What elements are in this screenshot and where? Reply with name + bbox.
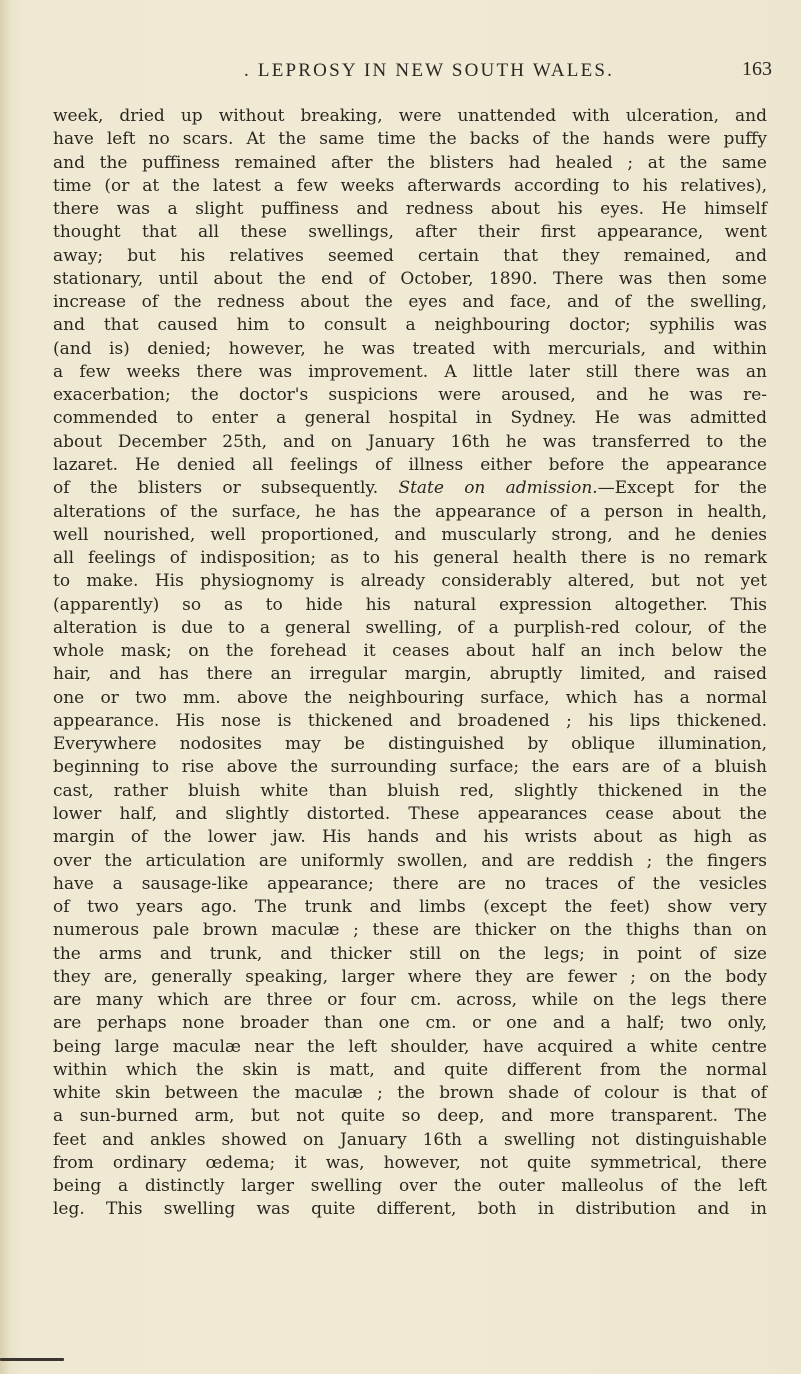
page-bottom-mark [0,1358,64,1361]
text-line: increase of the redness about the eyes and face, and of the swelling, [53,292,767,313]
text-line: are perhaps none broader than one cm. or one and a half; two only, [53,1013,767,1034]
text-line: margin of the lower jaw. His hands and his wrists about as high as [53,827,767,848]
running-title: . LEPROSY IN NEW SOUTH WALES. [244,60,615,81]
text-line: time (or at the latest a few weeks afterwards according to his relatives), [53,175,767,196]
text-line: a few weeks there was improvement. A little later still there was an [53,361,767,382]
text-line: thought that all these swellings, after their first appearance, went [53,222,767,243]
text-line: leg. This swelling was quite different, both in distribution and in [53,1199,767,1220]
text-line: from ordinary œdema; it was, however, not quite symmetrical, there [53,1152,767,1173]
text-line: white skin between the maculæ ; the brown shade of colour is that of [53,1083,767,1104]
body-text [53,105,767,1222]
page-gutter-shadow [0,0,10,1374]
text-line: away; but his relatives seemed certain that they remained, and [53,245,767,266]
text-line: well nourished, well proportioned, and muscularly strong, and he denies [53,524,767,545]
text-line: they are, generally speaking, larger where they are fewer ; on the body [53,966,767,987]
text-line: over the articulation are uniformly swollen, and are reddish ; the fingers [53,850,767,871]
text-line: about December 25th, and on January 16th he was transferred to the [53,431,767,452]
text-line: (and is) denied; however, he was treated with mercurials, and within [53,338,767,359]
text-line: of the blisters or subsequently. State on admission.—Except for the [53,478,767,499]
text-line: all feelings of indisposition; as to his general health there is no remark [53,548,767,569]
text-line: have a sausage-like appearance; there are no traces of the vesicles [53,873,767,894]
text-line: numerous pale brown maculæ ; these are thicker on the thighs than on [53,920,767,941]
text-line: a sun-burned arm, but not quite so deep, and more transparent. The [53,1106,767,1127]
page-number: 163 [742,58,772,80]
text-line: lazaret. He denied all feelings of illness either before the appearance [53,454,767,475]
italic-heading: State on admission. [398,478,598,499]
text-line: have left no scars. At the same time the backs of the hands were puffy [53,129,767,150]
text-line: appearance. His nose is thickened and broadened ; his lips thickened. [53,710,767,731]
text-line: (apparently) so as to hide his natural expression altogether. This [53,594,767,615]
text-line: being a distinctly larger swelling over the outer malleolus of the left [53,1176,767,1197]
text-line: feet and ankles showed on January 16th a swelling not distinguishable [53,1129,767,1150]
text-line: stationary, until about the end of October, 1890. There was then some [53,268,767,289]
text-line: within which the skin is matt, and quite different from the normal [53,1059,767,1080]
text-line: are many which are three or four cm. across, while on the legs there [53,990,767,1011]
text-line: whole mask; on the forehead it ceases about half an inch below the [53,641,767,662]
text-line: beginning to rise above the surrounding surface; the ears are of a bluish [53,757,767,778]
text-line: one or two mm. above the neighbouring surface, which has a normal [53,687,767,708]
text-line: being large maculæ near the left shoulder, have acquired a white centre [53,1036,767,1057]
text-line: alteration is due to a general swelling, of a purplish-red colour, of the [53,617,767,638]
text-line: alterations of the surface, he has the appearance of a person in health, [53,501,767,522]
text-line: week, dried up without breaking, were unattended with ulceration, and [53,106,767,126]
text-line: and the puffiness remained after the blisters had healed ; at the same [53,152,767,173]
text-line: of two years ago. The trunk and limbs (except the feet) show very [53,897,767,918]
text-line: there was a slight puffiness and redness about his eyes. He himself [53,199,767,220]
text-line: to make. His physiognomy is already considerably altered, but not yet [53,571,767,592]
text-line: lower half, and slightly distorted. These appearances cease about the [53,803,767,824]
text-line: and that caused him to consult a neighbouring doctor; syphilis was [53,315,767,336]
text-line: hair, and has there an irregular margin, abruptly limited, and raised [53,664,767,685]
text-line: cast, rather bluish white than bluish red, slightly thickened in the [53,780,767,801]
text-line: Everywhere nodosites may be distinguished by oblique illumination, [53,734,767,755]
text-line: the arms and trunk, and thicker still on the legs; in point of size [53,943,767,964]
text-line: exacerbation; the doctor's suspicions were aroused, and he was re- [53,385,767,406]
text-line: commended to enter a general hospital in Sydney. He was admitted [53,408,767,429]
